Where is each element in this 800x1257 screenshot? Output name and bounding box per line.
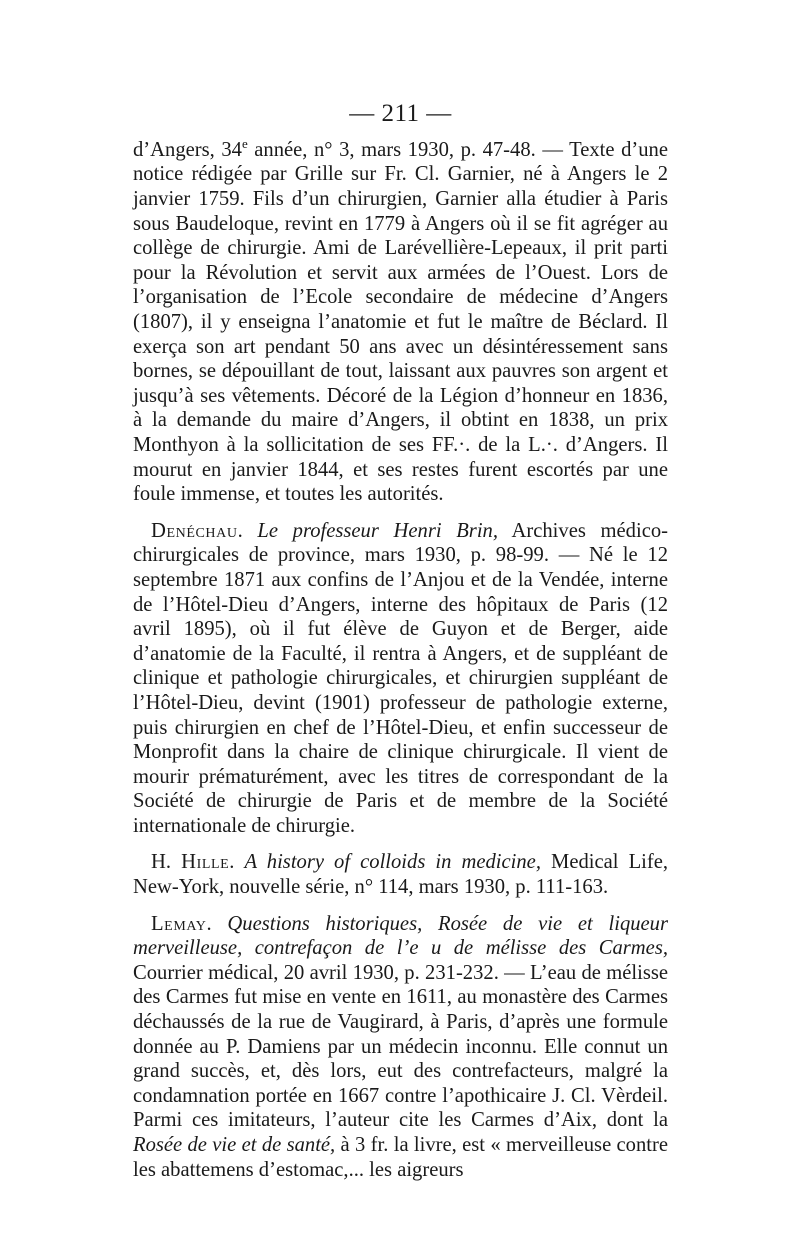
entry-author: Lemay: [151, 912, 207, 935]
entry-hille: [133, 850, 668, 899]
entry-lead: d’Angers, 34: [133, 138, 242, 161]
entry-initial: H.: [151, 851, 182, 874]
entry-title: Le professeur Henri Brin,: [257, 519, 498, 542]
page: [133, 100, 668, 1182]
entry-author: Denéchau: [151, 519, 238, 542]
entry-lead-superscript: e: [241, 136, 248, 151]
entry-title: A history of colloids in medicine,: [244, 851, 541, 874]
entry-separator: .: [206, 912, 228, 935]
entry-garnier: [133, 132, 668, 507]
entry-body: année, n° 3, mars 1930, p. 47-48. — Texte d’une notice rédigée par Grille sur Fr. Cl. Garnier, né à Angers le 2 janvier 1759. Fils d’un chirurgien, Garnier alla étudier à Paris sous Baudeloque, revint en 1779 à Angers où il se fit agréger au collège de chirurgie. Ami de Larévellière-Lepeaux, il prit parti pour la Révolution et servit aux armées de l’Ouest. Lors de l’organisation de l’Ecole secondaire de médecine d’Angers (1807), il y enseigna l’anatomie et fut le maître de Béclard. Il exerça son art pendant 50 ans avec un désintéressement sans bornes, se dépouillant de tout, laissant aux pauvres son argent et jusqu’à ses vêtements. Décoré de la Légion d’honneur en 1836, à la demande du maire d’Angers, il obtint en 1838, un prix Monthyon à la sollicitation de ses FF.·. de la L.·. d’Angers. Il mourut en janvier 1844, et ses restes furent escortés par une foule immense, et toutes les autorités.: [133, 138, 668, 506]
entry-title: Questions historiques, Rosée de vie et liqueur merveilleuse, contrefaçon de l’e u de mélisse des Carmes,: [133, 912, 668, 960]
entry-denechau: [133, 519, 668, 839]
entry-inline-title: Rosée de vie et de santé,: [133, 1134, 336, 1157]
entry-body: Medical Life, New-York, nouvelle série, n° 114, mars 1930, p. 111-163.: [133, 851, 669, 899]
entry-body-continued: à 3 fr. la livre, est « merveilleuse contre les abattemens d’estomac,... les aigreurs: [133, 1134, 668, 1181]
page-number: — 211 —: [349, 100, 452, 127]
entry-body: Courrier médical, 20 avril 1930, p. 231-232. — L’eau de mélisse des Carmes fut mise en vente en 1611, au monastère des Carmes déchaussés de la rue de Vaugirard, à Paris, d’après une formule donnée au P. Damiens par un médecin inconnu. Elle connut un grand succès, et, dès lors, eut des contrefacteurs, malgré la condamnation portée en 1667 contre l’apothicaire J. Cl. Vèrdeil. Parmi ces imitateurs, l’auteur cite les Carmes d’Aix, dont la: [133, 961, 668, 1132]
entry-author: Hille: [181, 851, 230, 874]
entry-lemay: [133, 912, 668, 1183]
entry-separator: .: [237, 519, 258, 542]
entry-body: Archives médico-chirurgicales de province, mars 1930, p. 98-99. — Né le 12 septembre 1871 aux confins de l’Anjou et de la Vendée, interne de l’Hôtel-Dieu d’Angers, interne des hôpitaux de Paris (12 avril 1895), où il fut élève de Guyon et de Berger, aide d’anatomie de la Faculté, il rentra à Angers, et de suppléant de clinique et pathologie chirurgicales, et chirurgien suppléant de l’Hôtel-Dieu, devint (1901) professeur de pathologie externe, puis chirurgien en chef de l’Hôtel-Dieu, et enfin successeur de Monprofit dans la chaire de clinique chirurgicale. Il vient de mourir prématurément, avec les titres de correspondant de la Société de chirurgie de Paris et de membre de la Société internationale de chirurgie.: [133, 519, 668, 837]
entry-separator: .: [229, 851, 245, 874]
